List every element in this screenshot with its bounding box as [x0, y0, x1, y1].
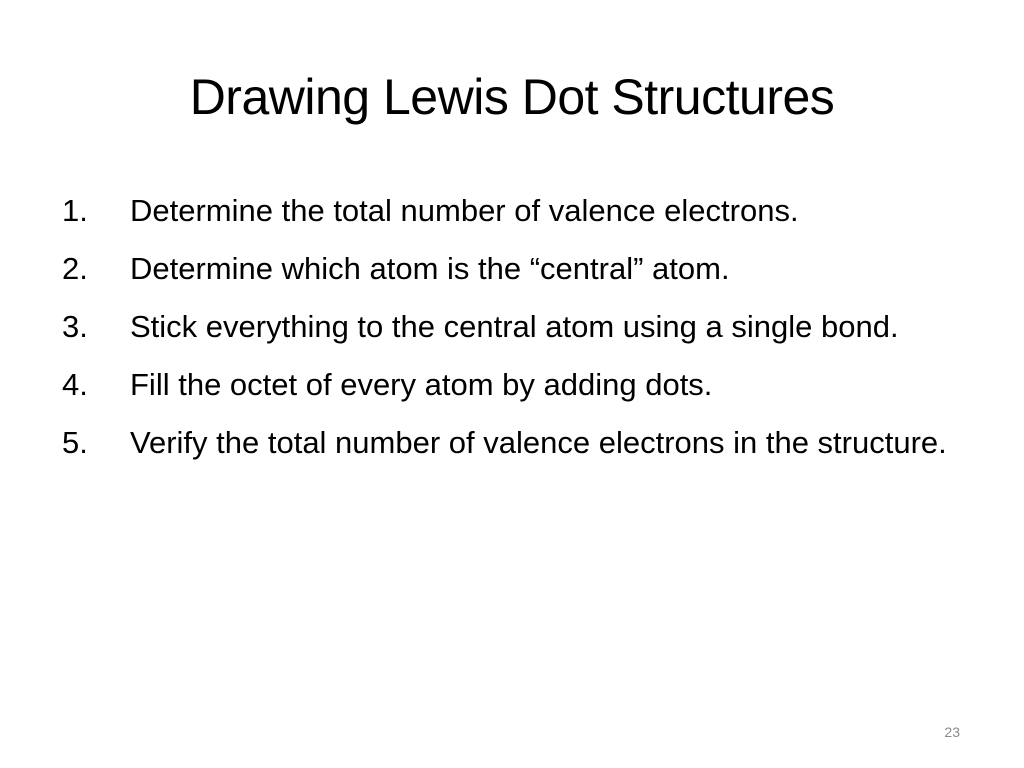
slide-number: 23	[944, 724, 960, 740]
step-text: Determine which atom is the “central” atom.	[130, 251, 730, 286]
steps-list	[62, 186, 962, 476]
list-item	[62, 418, 962, 468]
step-text: Determine the total number of valence electrons.	[130, 193, 799, 228]
slide-title: Drawing Lewis Dot Structures	[189, 69, 835, 125]
list-item	[62, 360, 962, 410]
step-number: 5.	[62, 425, 88, 460]
list-item	[62, 186, 962, 236]
step-number: 3.	[62, 309, 88, 344]
step-number: 2.	[62, 251, 88, 286]
list-item	[62, 244, 962, 294]
list-item	[62, 302, 962, 352]
step-text: Stick everything to the central atom using a single bond.	[130, 309, 899, 344]
step-number: 4.	[62, 367, 88, 402]
step-text: Verify the total number of valence electrons in the structure.	[130, 425, 947, 460]
step-number: 1.	[62, 193, 88, 228]
step-text: Fill the octet of every atom by adding dots.	[130, 367, 713, 402]
